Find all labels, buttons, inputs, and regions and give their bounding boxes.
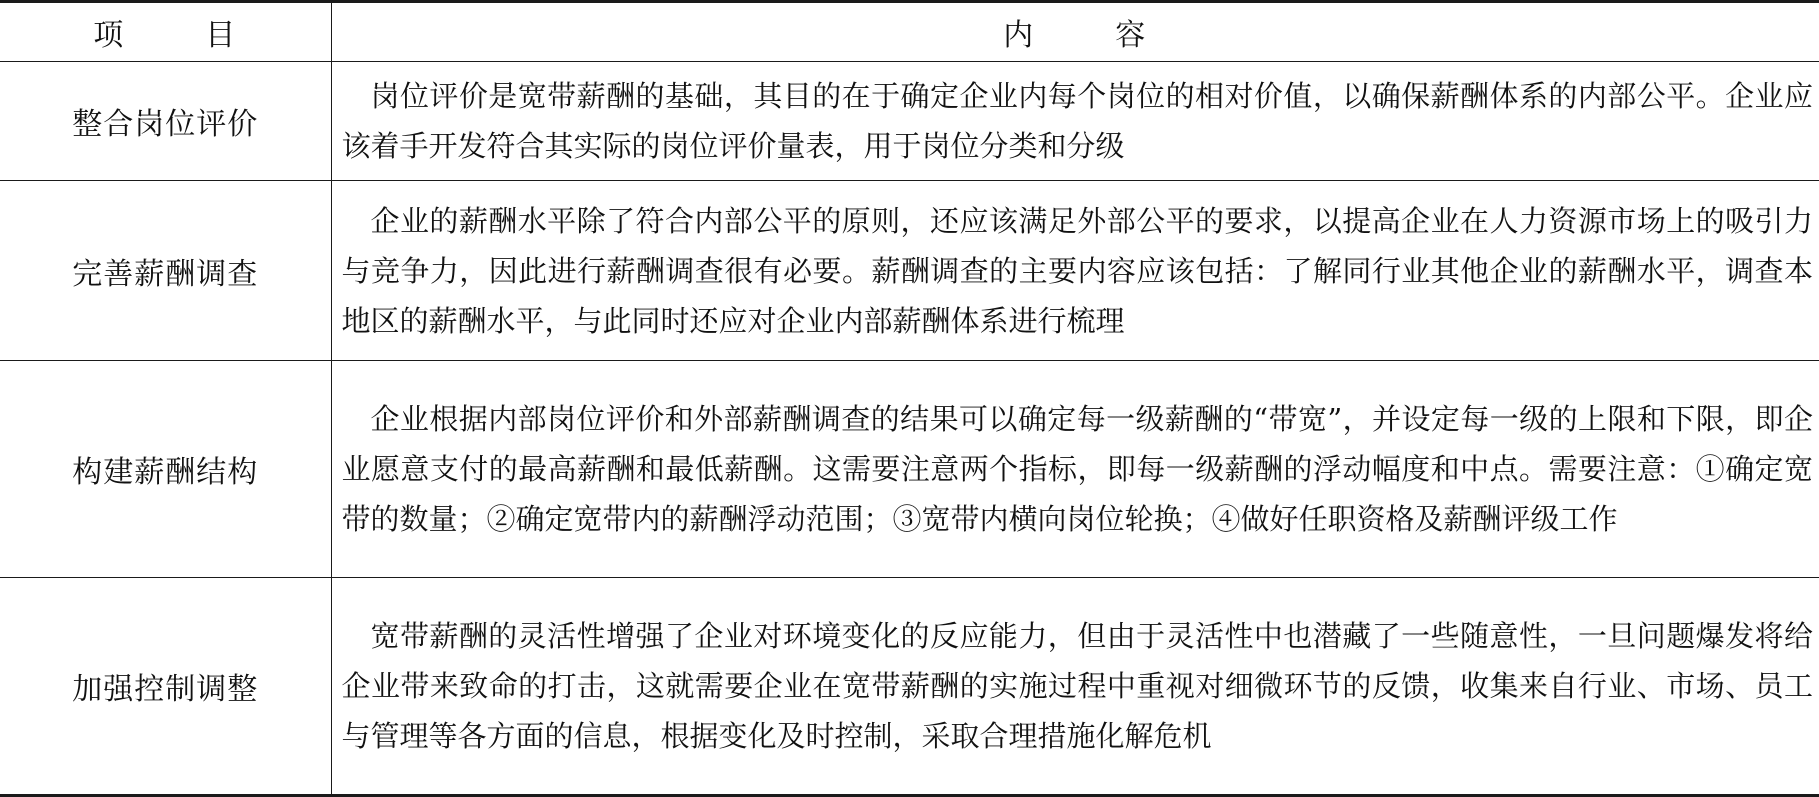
row-item: 完善薪酬调查 [0, 181, 331, 361]
row-content: 企业的薪酬水平除了符合内部公平的原则，还应该满足外部公平的要求，以提高企业在人力资源市场上的吸引力与竞争力，因此进行薪酬调查很有必要。薪酬调查的主要内容应该包括：了解同行业其他企业的薪酬水平，调查本地区的薪酬水平，与此同时还应对企业内部薪酬体系进行梳理 [331, 181, 1819, 361]
header-content-right: 容 [1115, 18, 1148, 53]
table-row [0, 181, 1819, 361]
table-header-row [0, 2, 1819, 62]
header-content [331, 2, 1819, 62]
row-item: 整合岗位评价 [0, 62, 331, 181]
header-item [0, 2, 331, 62]
table-row [0, 361, 1819, 578]
row-content: 企业根据内部岗位评价和外部薪酬调查的结果可以确定每一级薪酬的“带宽”，并设定每一级的上限和下限，即企业愿意支付的最高薪酬和最低薪酬。这需要注意两个指标，即每一级薪酬的浮动幅度和中点。需要注意：①确定宽带的数量；②确定宽带内的薪酬浮动范围；③宽带内横向岗位轮换；④做好任职资格及薪酬评级工作 [331, 361, 1819, 578]
table-row [0, 578, 1819, 796]
header-item-left: 项 [93, 18, 126, 53]
header-item-right: 目 [205, 18, 238, 53]
table-row [0, 62, 1819, 181]
row-item: 构建薪酬结构 [0, 361, 331, 578]
row-content: 岗位评价是宽带薪酬的基础，其目的在于确定企业内每个岗位的相对价值，以确保薪酬体系的内部公平。企业应该着手开发符合其实际的岗位评价量表，用于岗位分类和分级 [331, 62, 1819, 181]
header-content-left: 内 [1003, 18, 1036, 53]
row-item: 加强控制调整 [0, 578, 331, 796]
row-content: 宽带薪酬的灵活性增强了企业对环境变化的反应能力，但由于灵活性中也潜藏了一些随意性，一旦问题爆发将给企业带来致命的打击，这就需要企业在宽带薪酬的实施过程中重视对细微环节的反馈，收集来自行业、市场、员工与管理等各方面的信息，根据变化及时控制，采取合理措施化解危机 [331, 578, 1819, 796]
